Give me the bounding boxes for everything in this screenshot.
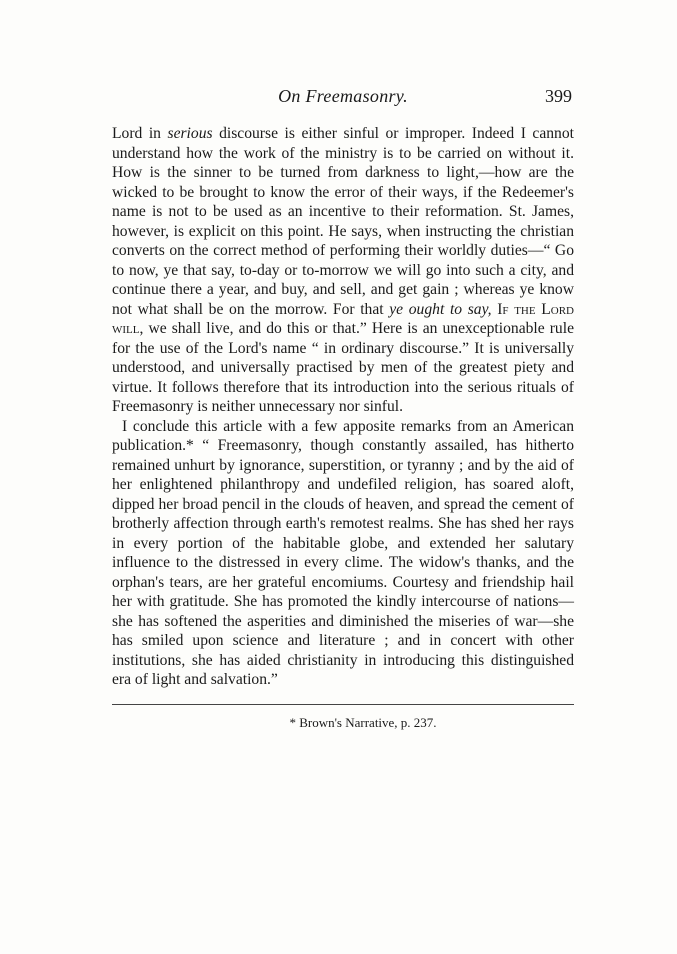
footnote-rule — [112, 704, 574, 705]
italic-serious: serious — [167, 125, 213, 142]
body-text — [112, 124, 574, 690]
running-title: On Freemasonry. — [278, 86, 408, 106]
paragraph-1-start: Lord in — [112, 125, 168, 142]
paragraph-1-middle: discourse is either sinful or improper. Indeed I cannot understand how the work of the ministry is to be carried on without it. How is the sinner to be turned from darkness to light,—how are the wicked to be brought to know the error of their ways, if the Redeemer's name is not to be used as an incentive to their reformation. St. James, however, is explicit on this point. He says, when instructing the christian converts on the correct method of performing their worldly duties—“ Go to now, ye that say, to-day or to-morrow we will go into such a city, and continue there a year, and buy, and sell, and get gain ; whereas ye know not what shall be on the morrow. For that — [112, 125, 574, 318]
paragraph-1-end: we shall live, and do this or that.” Here is an unexceptionable rule for the use of the Lord's name “ in ordinary discourse.” It is universally understood, and universally practised by men of the greatest piety and virtue. It follows therefore that its introduction into the serious rituals of Freemasonry is neither unnecessary nor sinful. — [112, 320, 574, 415]
small-caps-if-the-lord-will: If the Lord will, — [112, 300, 574, 337]
italic-ought-to-say: ye ought to say, — [389, 300, 492, 318]
footnote: * Brown's Narrative, p. 237. — [289, 714, 437, 730]
paragraph-1 — [112, 124, 574, 417]
book-page — [112, 86, 574, 731]
paragraph-2: I conclude this article with a few apposite remarks from an American publication.* “ Freemasonry, though constantly assailed, has hitherto remained unhurt by ignorance, superstition, or tyranny ; and by the aid of her enlightened philanthropy and undefiled religion, has soared aloft, dipped her broad pencil in the clouds of heaven, and spread the cement of brotherly affection through earth's remotest realms. She has shed her rays in every portion of the habitable globe, and extended her salutary influence to the distressed in every clime. The widow's thanks, and the orphan's tears, are her grateful encomiums. Courtesy and friendship hail her with gratitude. She has promoted the kindly intercourse of nations—she has softened the asperities and diminished the miseries of war—she has smiled upon science and literature ; and in concert with other institutions, she has aided christianity in introducing this distinguished era of light and salvation.” — [112, 417, 574, 688]
page-header — [112, 86, 574, 110]
page-number: 399 — [545, 86, 572, 106]
